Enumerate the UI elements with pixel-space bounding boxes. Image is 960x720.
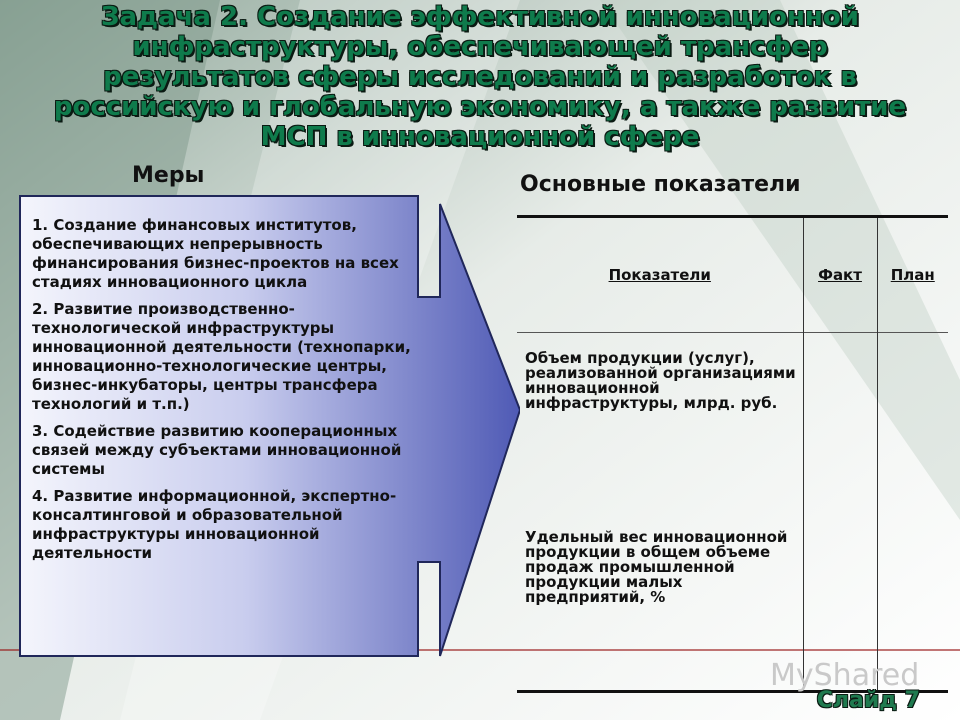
measures-list (32, 216, 412, 571)
column-header-fact: Факт (803, 217, 877, 333)
measures-heading: Меры (132, 163, 205, 188)
column-header-indicators: Показатели (608, 266, 711, 284)
measure-item: 1. Создание финансовых институтов, обеспечивающих непрерывность финансирования бизнес-проектов на всех стадиях инновационного цикла (32, 216, 399, 291)
measure-item: 2. Развитие производственно-технологической инфраструктуры инновационной деятельности (технопарки, инновационно-технологические центры, бизнес-инкубаторы, центры трансфера технологий и т.п.) (32, 300, 411, 413)
indicators-heading: Основные показатели (520, 172, 801, 197)
indicator-name: Удельный вес инновационной продукции в общем объеме продаж промышленной продукции малых предприятий, % (517, 486, 803, 692)
indicator-name: Объем продукции (услуг), реализованной организациями инновационной инфраструктуры, млрд. руб. (525, 349, 796, 412)
slide-number: Слайд 7 (816, 688, 920, 713)
table-row (517, 333, 948, 487)
measure-item: 3. Содействие развитию кооперационных связей между субъектами инновационной системы (32, 422, 402, 478)
slide-title: Задача 2. Создание эффективной инновационной инфраструктуры, обеспечивающей трансфер результатов сферы исследований и разработок в российскую и глобальную экономику, а также развитие МСП в инновационной сфере (53, 2, 907, 152)
plan-value (877, 333, 948, 487)
fact-value (803, 333, 877, 487)
watermark: MyShared (770, 658, 920, 693)
indicators-table (517, 215, 948, 693)
table-header-row (517, 217, 948, 333)
measure-item: 4. Развитие информационной, экспертно-консалтинговой и образовательной инфраструктуры инновационной деятельности (32, 487, 397, 562)
column-header-plan: План (877, 217, 948, 333)
